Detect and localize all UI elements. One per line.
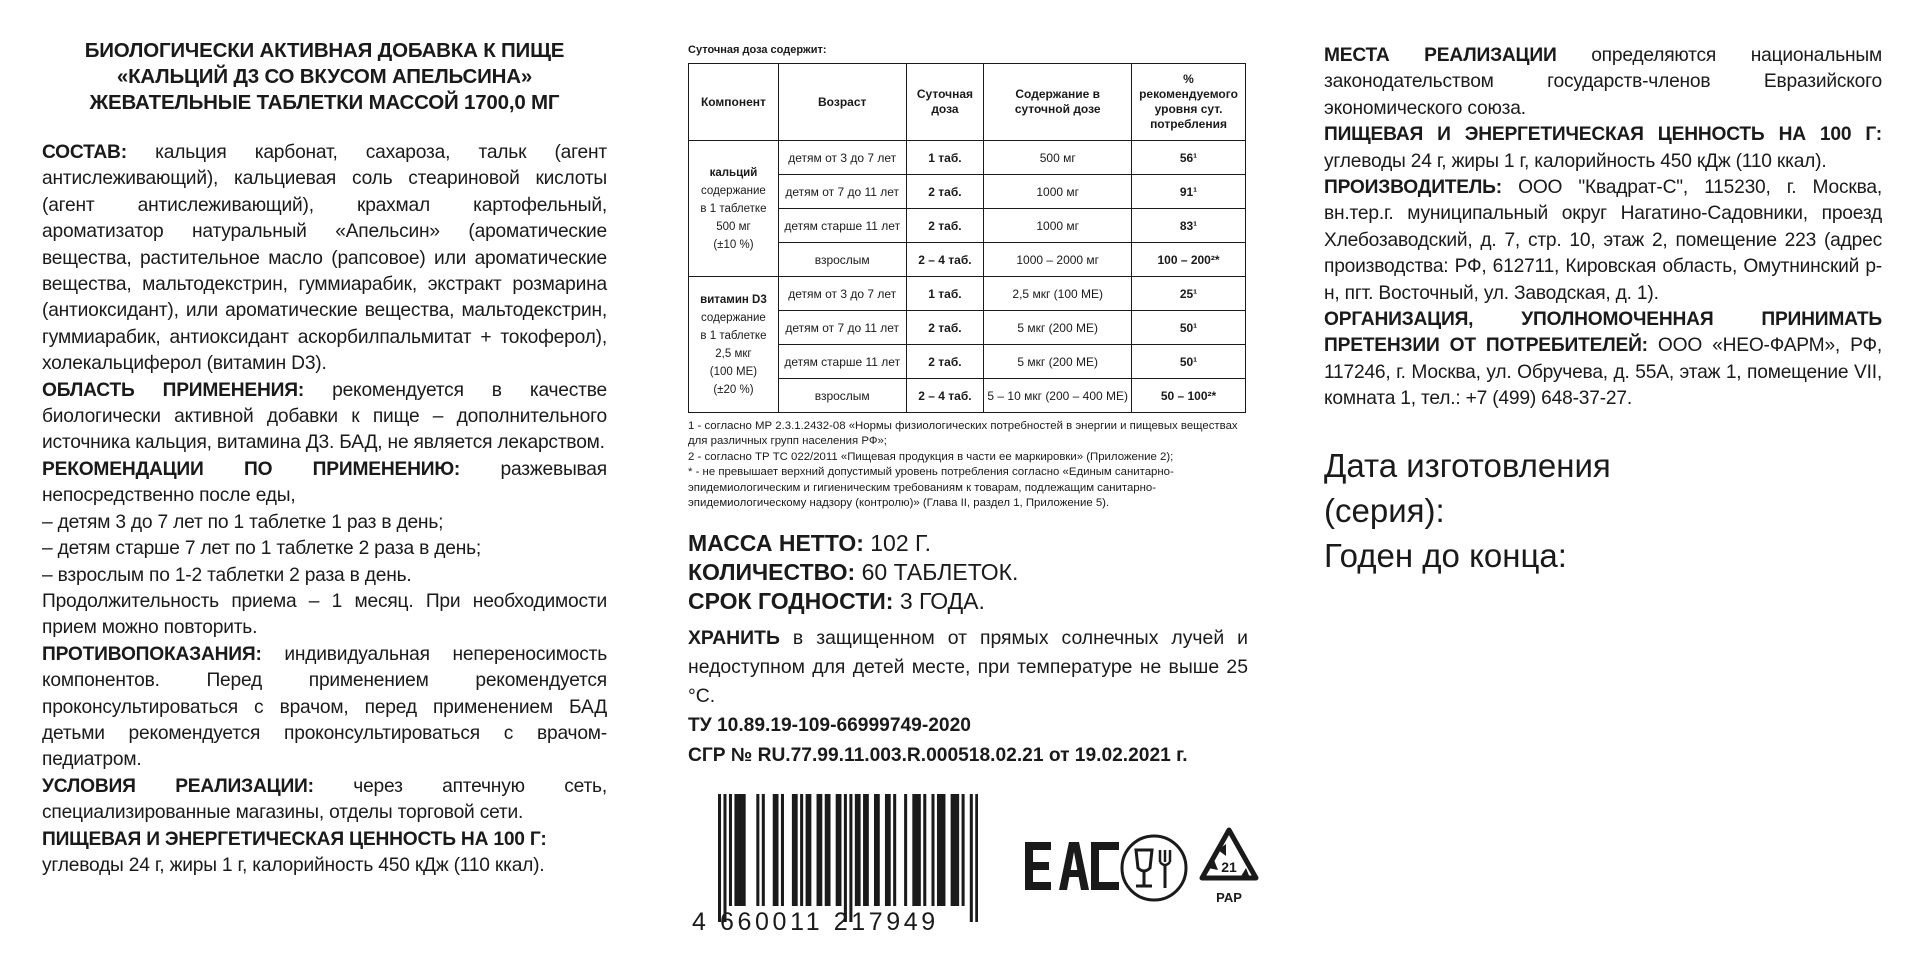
barcode-bar <box>931 794 934 906</box>
table-cell: детям от 3 до 7 лет <box>778 277 906 311</box>
vitd-label-line: (±20 %) <box>713 383 754 396</box>
series-label: (серия): <box>1324 491 1445 529</box>
places-text: определяются национальным законодательством государств-членов Евразийского экономического союза. <box>1324 45 1883 119</box>
expiry-label: Годен до конца: <box>1324 536 1567 574</box>
composition-heading: СОСТАВ: <box>42 142 127 163</box>
table-cell: взрослым <box>778 379 906 413</box>
places-heading: МЕСТА РЕАЛИЗАЦИИ <box>1324 45 1557 66</box>
storage-heading: ХРАНИТЬ <box>688 627 780 650</box>
barcode-bar <box>923 794 926 906</box>
barcode-bar <box>970 794 973 922</box>
storage-text: в защищенном от прямых солнечных лучей и недоступном для детей месте, при температуре не выше 25 °С. <box>688 627 1248 708</box>
right-column <box>1324 0 1882 578</box>
header-daily-dose: Суточная доза <box>906 64 984 141</box>
barcode-bar <box>718 794 721 922</box>
header-age: Возраст <box>778 64 906 141</box>
barcode-bar <box>942 794 945 906</box>
table-cell: 1 таб. <box>906 141 984 175</box>
table-cell: детям от 7 до 11 лет <box>778 175 906 209</box>
table-cell: 1000 мг <box>984 175 1132 209</box>
barcode-number: 4 660011 217949 <box>692 908 939 936</box>
barcode-bar <box>734 794 737 906</box>
table-cell: детям старше 11 лет <box>778 209 906 243</box>
barcode-bar <box>849 794 852 922</box>
table-header-row <box>689 64 1246 141</box>
right-text <box>1324 43 1882 413</box>
calcium-component-cell <box>689 141 779 277</box>
composition-paragraph <box>42 140 607 378</box>
barcode-bar <box>863 794 866 906</box>
recommendations-text: разжевывая непосредственно после еды, <box>42 458 607 507</box>
recycle-code: 21 <box>1221 859 1237 875</box>
barcode-bar <box>975 794 978 922</box>
composition-text: кальция карбонат, сахароза, тальк (агент антислеживающий), кальциевая соль стеариновой кислоты (агент антислеживающий), крахмал картофельный, ароматизатор натуральный «Апельсин» (ароматические вещества, растительное масло (рапсовое) или ароматические вещества, мальтодекстрин, гуммиарабик, экстракт розмарина (антиоксидант), или ароматические вещества, мальтодекстрин, гуммиарабик, антиоксидант аскорбилпальмитат + токоферол), холекальциферол (витамин D3). <box>42 142 607 375</box>
barcode-bar <box>956 794 959 906</box>
recommendations-heading: РЕКОМЕНДАЦИИ ПО ПРИМЕНЕНИЮ: <box>42 458 461 480</box>
table-cell: детям старше 11 лет <box>778 345 906 379</box>
barcode-bar <box>806 794 809 906</box>
duration-text: Продолжительность приема – 1 месяц. При необходимости прием можно повторить. <box>42 590 607 639</box>
barcode-bar <box>775 794 778 906</box>
header-percent: % рекомендуемого уровня сут. потребления <box>1132 64 1246 141</box>
barcode-bar <box>838 794 841 906</box>
table-cell: 2,5 мкг (100 МЕ) <box>984 277 1132 311</box>
calcium-label-line: (±10 %) <box>713 238 754 251</box>
nutrition-heading-left: ПИЩЕВАЯ И ЭНЕРГЕТИЧЕСКАЯ ЦЕННОСТЬ НА 100 Г: <box>42 828 547 850</box>
barcode-bar <box>740 794 743 906</box>
dose-table <box>688 63 1246 413</box>
table-cell: 50¹ <box>1132 345 1246 379</box>
nutrition-text-left: углеводы 24 г, жиры 1 г, калорийность 450 кДж (110 ккал). <box>42 854 545 876</box>
claims-organization-heading: ОРГАНИЗАЦИЯ, УПОЛНОМОЧЕННАЯ ПРИНИМАТЬ ПРЕТЕНЗИИ ОТ ПОТРЕБИТЕЛЕЙ: <box>1324 309 1882 357</box>
table-cell: 50¹ <box>1132 311 1246 345</box>
sale-conditions-text: через аптечную сеть, специализированные магазины, отделы торговой сети. <box>42 775 607 824</box>
barcode-bar <box>817 794 820 906</box>
table-cell: 5 мкг (200 МЕ) <box>984 345 1132 379</box>
title-line-1: БИОЛОГИЧЕСКИ АКТИВНАЯ ДОБАВКА К ПИЩЕ <box>84 39 565 62</box>
production-fields <box>1324 443 1882 578</box>
package-info <box>688 529 1248 616</box>
barcode-bar <box>781 794 784 906</box>
composition-section <box>42 140 607 879</box>
title-line-2: «КАЛЬЦИЙ Д3 СО ВКУСОМ АПЕЛЬСИНА» <box>116 65 533 88</box>
dose-caption: Суточная доза содержит: <box>688 44 827 56</box>
vitd-label-line: в 1 таблетке <box>700 329 767 342</box>
table-cell: 2 таб. <box>906 345 984 379</box>
barcode-bar <box>874 794 877 906</box>
barcode-bar <box>808 794 811 906</box>
manufacturer-text: ООО "Квадрат-С", 115230, г. Москва, вн.тер.г. муниципальный округ Нагатино-Садовники, проезд Хлебозаводский, д. 7, стр. 10, этаж 2, помещение 223 (адрес производства: РФ, 612711, Кировская область, Омутнинский р-н, пгт. Восточный, ул. Заводская, д. 1). <box>1324 177 1882 304</box>
nutrition-heading-right: ПИЩЕВАЯ И ЭНЕРГЕТИЧЕСКАЯ ЦЕННОСТЬ НА 100 Г: <box>1324 124 1882 146</box>
header-content: Содержание в суточной дозе <box>984 64 1132 141</box>
table-cell: 500 мг <box>984 141 1132 175</box>
shelf-life-value: 3 ГОДА. <box>899 588 985 615</box>
barcode-bar <box>836 794 839 906</box>
nutrition-paragraph-left <box>42 827 607 880</box>
vitamin-d3-component-cell <box>689 277 779 413</box>
barcode-bar <box>885 794 888 906</box>
title-line-3: ЖЕВАТЕЛЬНЫЕ ТАБЛЕТКИ МАССОЙ 1700,0 МГ <box>89 91 560 114</box>
contraindications-paragraph <box>42 642 607 774</box>
barcode-bar <box>904 794 907 906</box>
product-title <box>42 38 607 116</box>
eac-mark-icon <box>1023 840 1121 892</box>
barcode-bar <box>951 794 954 906</box>
table-cell: 5 – 10 мкг (200 – 400 МЕ) <box>984 379 1132 413</box>
table-row <box>689 141 1246 175</box>
rec-item-3: – взрослым по 1-2 таблетки 2 раза в день. <box>42 564 412 586</box>
barcode-bar <box>912 794 915 906</box>
barcode-bar <box>953 794 956 906</box>
net-mass-value: 102 Г. <box>870 530 932 557</box>
table-cell: детям от 3 до 7 лет <box>778 141 906 175</box>
quantity-heading: КОЛИЧЕСТВО: <box>688 559 856 586</box>
shelf-life-line <box>688 587 1248 616</box>
table-cell: 25¹ <box>1132 277 1246 311</box>
barcode-bar <box>800 794 803 906</box>
barcode-bar <box>827 794 830 906</box>
table-cell: 1000 – 2000 мг <box>984 243 1132 277</box>
header-component: Компонент <box>689 64 779 141</box>
barcode-bar <box>737 794 740 906</box>
contraindications-text: индивидуальная непереносимость компонентов. Перед применением рекомендуется проконсультироваться с врачом, перед применением БАД детьми рекомендуется проконсультироваться с врачом-педиатром. <box>42 643 607 771</box>
barcode-bar <box>888 794 891 906</box>
nutrition-paragraph-right <box>1324 122 1882 175</box>
area-text: рекомендуется в качестве биологически активной добавки к пище – дополнительного источника кальция, витамина Д3. БАД, не является лекарством. <box>42 379 607 454</box>
calcium-label-line: 500 мг <box>716 220 751 233</box>
places-paragraph <box>1324 43 1882 122</box>
area-heading: ОБЛАСТЬ ПРИМЕНЕНИЯ: <box>42 379 305 401</box>
table-cell: 50 – 100²* <box>1132 379 1246 413</box>
barcode-bar <box>877 794 880 906</box>
recommendations-paragraph <box>42 457 607 510</box>
barcode-bar <box>962 794 965 906</box>
table-cell: 1000 мг <box>984 209 1132 243</box>
recycle-label: PAP <box>1216 890 1242 905</box>
left-column <box>42 0 607 879</box>
quantity-value: 60 ТАБЛЕТОК. <box>861 559 1019 586</box>
barcode-bar <box>918 794 921 906</box>
footnote-1: 1 - согласно МР 2.3.1.2432-08 «Нормы физиологических потребностей в энергии и пищевых веществах для различных групп населения РФ»; <box>688 420 1238 448</box>
table-cell: 5 мкг (200 МЕ) <box>984 311 1132 345</box>
barcode-bar <box>893 794 896 906</box>
barcode-bar <box>844 794 847 922</box>
barcode-bar <box>855 794 858 906</box>
vitd-label-line: 2,5 мкг <box>715 347 752 360</box>
barcode-bar <box>729 794 732 906</box>
table-cell: 91¹ <box>1132 175 1246 209</box>
table-cell: 2 таб. <box>906 311 984 345</box>
table-cell: 2 – 4 таб. <box>906 379 984 413</box>
table-cell: 2 таб. <box>906 175 984 209</box>
barcode-bar <box>795 794 798 906</box>
barcode-bar <box>937 794 940 906</box>
footnote-star: * - не превышает верхний допустимый уровень потребления согласно «Единым санитарно-эпидемиологическим и гигиеническим требованиям к товарам, подлежащим санитарно-эпидемиологическому надзору (контролю)» (Глава II, раздел 1, Приложение 5). <box>688 466 1174 510</box>
barcode-bar <box>773 794 776 906</box>
barcode-bar <box>825 794 828 906</box>
table-cell: детям от 7 до 11 лет <box>778 311 906 345</box>
barcode-bar <box>915 794 918 906</box>
table-cell: 2 таб. <box>906 209 984 243</box>
table-cell: 56¹ <box>1132 141 1246 175</box>
barcode-bar <box>792 794 795 906</box>
table-cell: 2 – 4 таб. <box>906 243 984 277</box>
area-paragraph <box>42 378 607 457</box>
barcode-bar <box>756 794 759 906</box>
calcium-label-line: содержание <box>701 184 766 197</box>
barcode-bar <box>819 794 822 906</box>
table-row <box>689 277 1246 311</box>
food-safe-glass-fork-icon <box>1118 832 1190 904</box>
table-cell: взрослым <box>778 243 906 277</box>
calcium-name: кальций <box>709 166 758 179</box>
tu-code: ТУ 10.89.19-109-66999749-2020 <box>688 715 971 737</box>
footnote-2: 2 - согласно ТР ТС 022/2011 «Пищевая продукция в части ее маркировки» (Приложение 2); <box>688 450 1174 463</box>
sale-conditions-heading: УСЛОВИЯ РЕАЛИЗАЦИИ: <box>42 775 314 797</box>
vitd-label-line: (100 МЕ) <box>709 365 758 378</box>
sale-conditions-paragraph <box>42 774 607 827</box>
barcode-bar <box>762 794 765 906</box>
contraindications-heading: ПРОТИВОПОКАЗАНИЯ: <box>42 643 262 665</box>
claims-organization-paragraph <box>1324 307 1882 413</box>
barcode-bar <box>940 794 943 906</box>
vitd-label-line: содержание <box>701 311 766 324</box>
table-cell: 83¹ <box>1132 209 1246 243</box>
barcode-bar <box>858 794 861 906</box>
rec-item-2: – детям старше 7 лет по 1 таблетке 2 раза в день; <box>42 538 482 560</box>
table-cell: 1 таб. <box>906 277 984 311</box>
production-date-label: Дата изготовления <box>1324 446 1611 484</box>
claims-organization-text: ООО «НЕО-ФАРМ», РФ, 117246, г. Москва, ул. Обручева, д. 55А, этаж 1, помещение VII, комната 1, тел.: +7 (499) 648-37-27. <box>1324 335 1882 410</box>
calcium-label-line: в 1 таблетке <box>700 202 767 215</box>
barcode-bar <box>866 794 869 906</box>
rec-item-1: – детям 3 до 7 лет по 1 таблетке 1 раз в день; <box>42 511 444 533</box>
manufacturer-paragraph <box>1324 175 1882 307</box>
storage-paragraph <box>688 624 1248 711</box>
footnotes <box>688 419 1248 511</box>
barcode-bar <box>723 794 726 922</box>
net-mass-heading: МАССА НЕТТО: <box>688 530 864 557</box>
middle-column <box>688 0 1248 771</box>
sgr-code: СГР № RU.77.99.11.003.R.000518.02.21 от 19.02.2021 г. <box>688 745 1188 767</box>
nutrition-text-right: углеводы 24 г, жиры 1 г, калорийность 450 кДж (110 ккал). <box>1324 150 1827 172</box>
vitamin-d3-name: витамин D3 <box>700 293 767 306</box>
quantity-line <box>688 558 1248 587</box>
barcode-bar <box>743 794 746 906</box>
table-cell: 100 – 200²* <box>1132 243 1246 277</box>
recycle-icon <box>1196 826 1262 910</box>
shelf-life-heading: СРОК ГОДНОСТИ: <box>688 588 894 615</box>
net-mass-line <box>688 529 1248 558</box>
manufacturer-heading: ПРОИЗВОДИТЕЛЬ: <box>1324 177 1502 199</box>
